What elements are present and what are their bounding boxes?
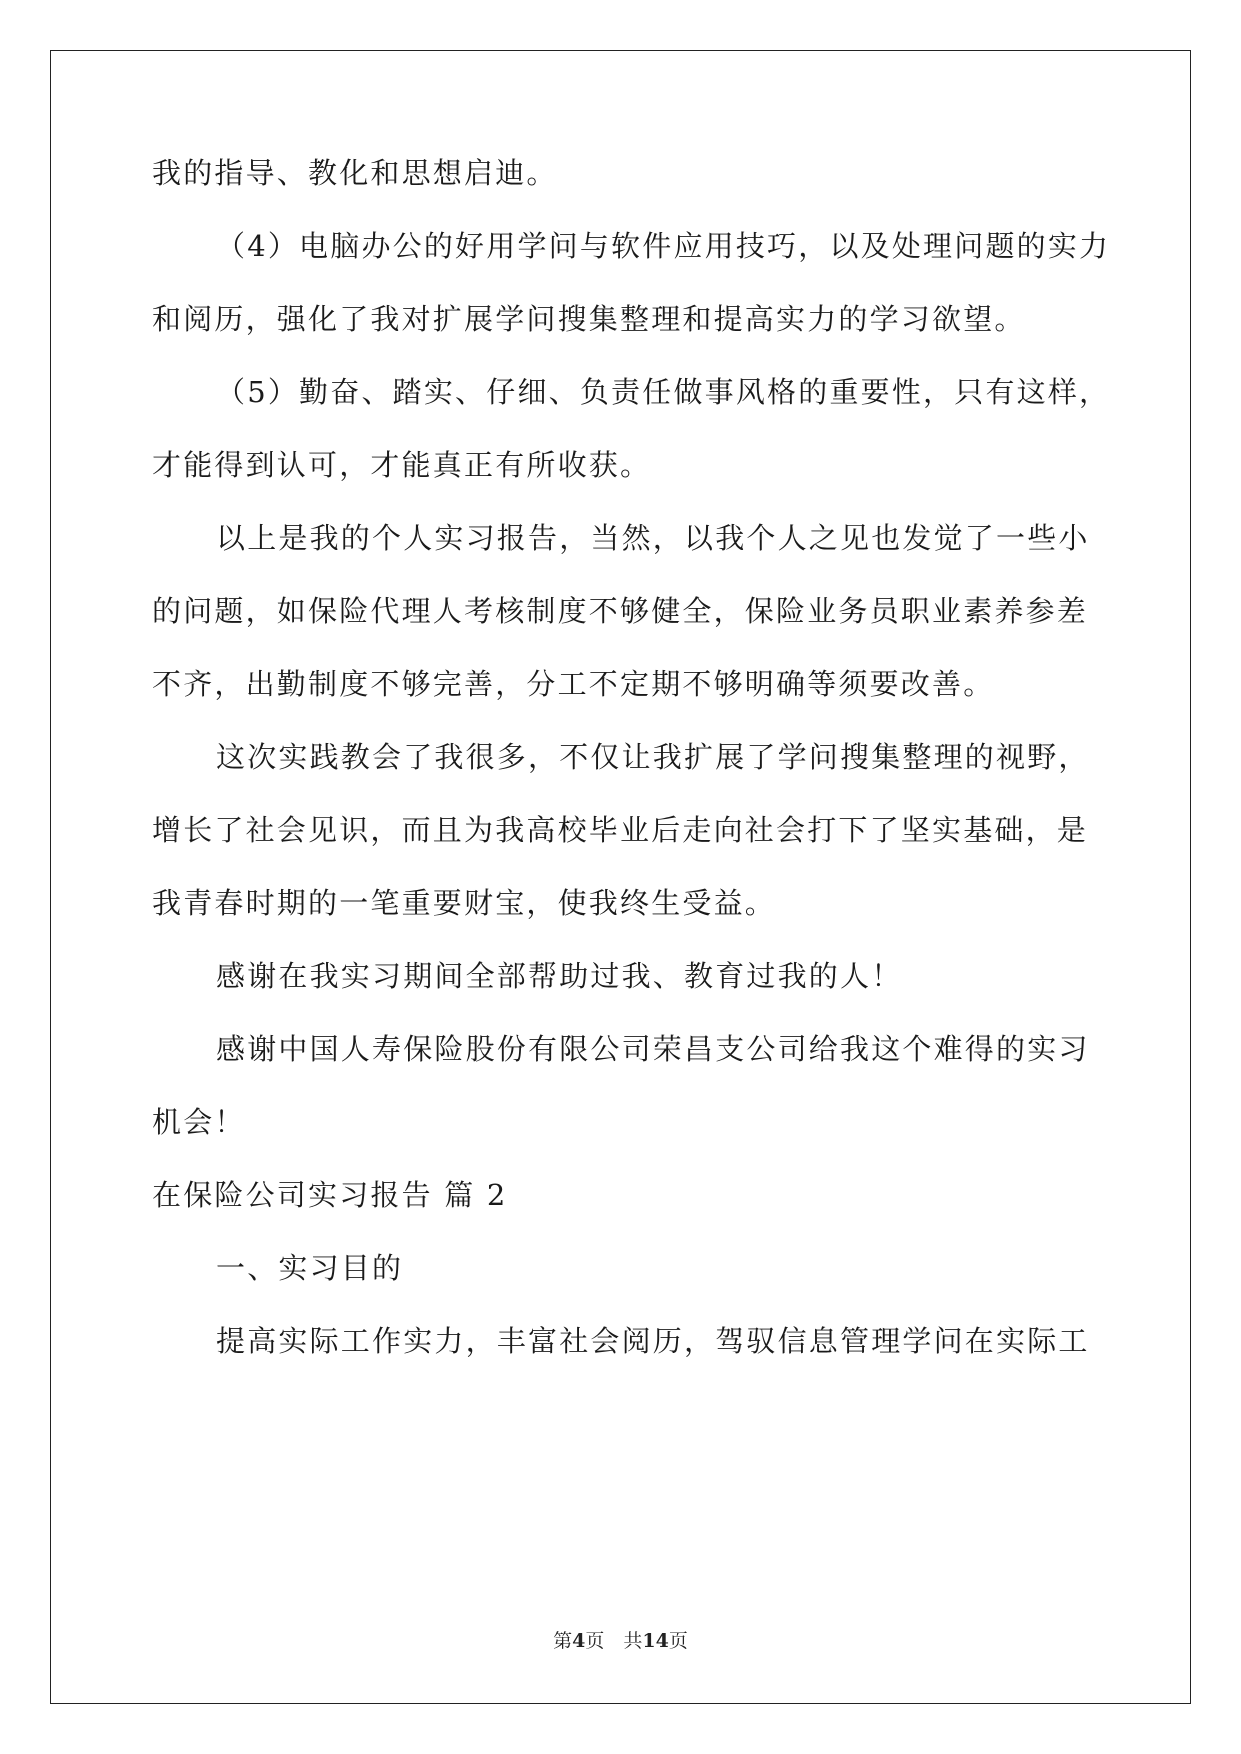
text-line: 这次实践教会了我很多，不仅让我扩展了学问搜集整理的视野， <box>216 740 1090 774</box>
page-border <box>50 50 1191 1704</box>
text-line: 我青春时期的一笔重要财宝，使我终生受益。 <box>152 886 777 920</box>
footer-suffix: 页 <box>668 1630 688 1652</box>
section-heading: 在保险公司实习报告 篇 2 <box>152 1178 508 1212</box>
text-line: 不齐，出勤制度不够完善，分工不定期不够明确等须要改善。 <box>152 667 995 701</box>
text-line: 以上是我的个人实习报告，当然，以我个人之见也发觉了一些小 <box>216 521 1090 555</box>
footer-middle: 页 共 <box>585 1630 643 1652</box>
subsection-heading: 一、实习目的 <box>216 1251 404 1285</box>
footer-prefix: 第 <box>553 1630 573 1652</box>
current-page-number: 4 <box>572 1630 586 1652</box>
text-line: 才能得到认可，才能真正有所收获。 <box>152 448 652 482</box>
text-line: 和阅历，强化了我对扩展学问搜集整理和提高实力的学习欲望。 <box>152 302 1026 336</box>
text-line: 的问题，如保险代理人考核制度不够健全，保险业务员职业素养参差 <box>152 594 1089 628</box>
text-line: （5）勤奋、踏实、仔细、负责任做事风格的重要性，只有这样， <box>216 375 1111 409</box>
text-line: （4）电脑办公的好用学问与软件应用技巧，以及处理问题的实力 <box>216 229 1111 263</box>
text-line: 我的指导、教化和思想启迪。 <box>152 156 558 190</box>
text-line: 提高实际工作实力，丰富社会阅历，驾驭信息管理学问在实际工 <box>216 1324 1090 1358</box>
total-page-count: 14 <box>642 1630 669 1652</box>
text-line: 感谢中国人寿保险股份有限公司荣昌支公司给我这个难得的实习 <box>216 1032 1090 1066</box>
page-footer <box>0 1626 1241 1653</box>
text-line: 机会！ <box>152 1105 246 1139</box>
text-line: 感谢在我实习期间全部帮助过我、教育过我的人！ <box>216 959 903 993</box>
text-line: 增长了社会见识，而且为我高校毕业后走向社会打下了坚实基础，是 <box>152 813 1089 847</box>
